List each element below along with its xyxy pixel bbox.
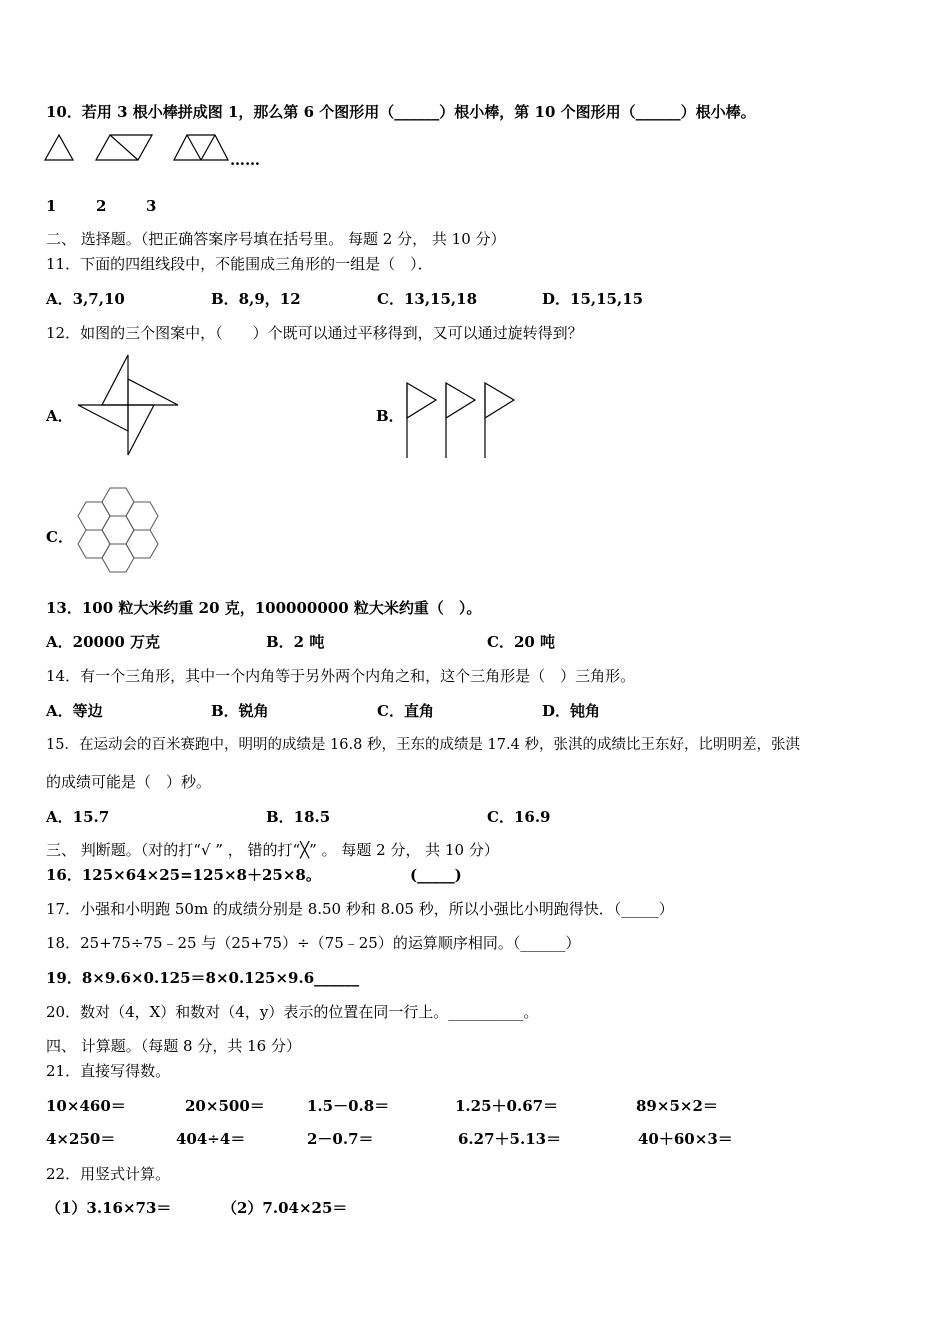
q11-text: 11．下面的四组线段中，不能围成三角形的一组是（ ）． [46,255,433,273]
q11-option-b: B．8,9，12 [211,290,301,308]
q16-answer-blank: (_____) [410,866,462,884]
q15-text-line2: 的成绩可能是（ ）秒。 [46,773,212,791]
triangle-figure-1 [44,134,76,162]
calc-item: 10×460＝ [46,1097,126,1115]
q17-text: 17．小强和小明跑 50m 的成绩分别是 8.50 秒和 8.05 秒，所以小强比小明跑得快．（_____） [46,900,674,918]
section3-title: 三、 判断题。（对的打“√ ” ， 错的打“╳” 。 每题 2 分， 共 10 分） [46,841,499,859]
q22-text: 22．用竖式计算。 [46,1165,171,1183]
q14-option-d: D．钝角 [542,702,601,720]
q15-option-c: C．16.9 [487,808,551,826]
q22-item-1: （1）3.16×73＝ [46,1199,172,1217]
q15-text-line1: 15．在运动会的百米赛跑中，明明的成绩是 16.8 秒，王东的成绩是 17.4 秒，张淇的成绩比王东好，比明明差，张淇 [46,737,800,753]
q12-text: 12．如图的三个图案中，（ ）个既可以通过平移得到，又可以通过旋转得到？ [46,324,583,342]
calc-item: 6.27＋5.13＝ [458,1130,562,1148]
q13-text: 13．100 粒大米约重 20 克，100000000 粒大米约重（ ）。 [46,599,482,617]
q10-text: 10．若用 3 根小棒拼成图 1，那么第 6 个图形用（______）根小棒，第 10 个图形用（______）根小棒。 [46,103,756,121]
calc-item: 4×250＝ [46,1130,116,1148]
calc-item: 40＋60×3＝ [638,1130,733,1148]
q12-option-a: A． [46,407,73,425]
figure-label-3: 3 [146,197,157,215]
q11-option-d: D．15,15,15 [542,290,644,308]
triangle-figure-3 [173,134,231,162]
figure-ellipsis: …… [230,151,260,169]
calc-item: 1.5－0.8＝ [307,1097,390,1115]
q11-option-c: C．13,15,18 [377,290,478,308]
calc-item: 404÷4＝ [176,1130,246,1148]
q13-option-b: B．2 吨 [266,633,325,651]
q20-text: 20．数对（4，X）和数对（4，y）表示的位置在同一行上。__________。 [46,1003,539,1021]
q15-option-a: A．15.7 [46,808,110,826]
q21-text: 21．直接写得数。 [46,1062,171,1080]
q11-option-a: A．3,7,10 [46,290,125,308]
figure-label-1: 1 [46,197,57,215]
calc-item: 1.25＋0.67＝ [455,1097,559,1115]
q13-option-c: C．20 吨 [487,633,556,651]
section2-title: 二、 选择题。（把正确答案序号填在括号里。 每题 2 分， 共 10 分） [46,230,506,248]
calc-item: 2－0.7＝ [307,1130,374,1148]
q14-option-c: C．直角 [377,702,434,720]
q13-option-a: A．20000 万克 [46,633,161,651]
q14-option-a: A．等边 [46,702,103,720]
calc-item: 20×500＝ [185,1097,265,1115]
triangle-figure-2 [95,134,155,162]
pinwheel-figure [76,353,182,459]
calc-item: 89×5×2＝ [636,1097,718,1115]
q15-option-b: B．18.5 [266,808,331,826]
flags-figure [400,380,520,462]
section4-title: 四、 计算题。（每题 8 分，共 16 分） [46,1037,301,1055]
q14-text: 14．有一个三角形，其中一个内角等于另外两个内角之和，这个三角形是（ ）三角形。 [46,667,636,685]
q12-option-c: C． [46,528,73,546]
q19-text: 19．8×9.6×0.125＝8×0.125×9.6______ [46,969,360,987]
q22-item-2: （2）7.04×25＝ [222,1199,348,1217]
q16-text: 16．125×64×25=125×8＋25×8。 [46,866,321,884]
q12-option-b: B． [376,407,404,425]
q14-option-b: B．锐角 [211,702,269,720]
q18-text: 18．25+75÷75﹣25 与（25+75）÷（75﹣25）的运算顺序相同。（______） [46,934,581,952]
figure-label-2: 2 [96,197,107,215]
hexagon-figure [72,486,168,580]
